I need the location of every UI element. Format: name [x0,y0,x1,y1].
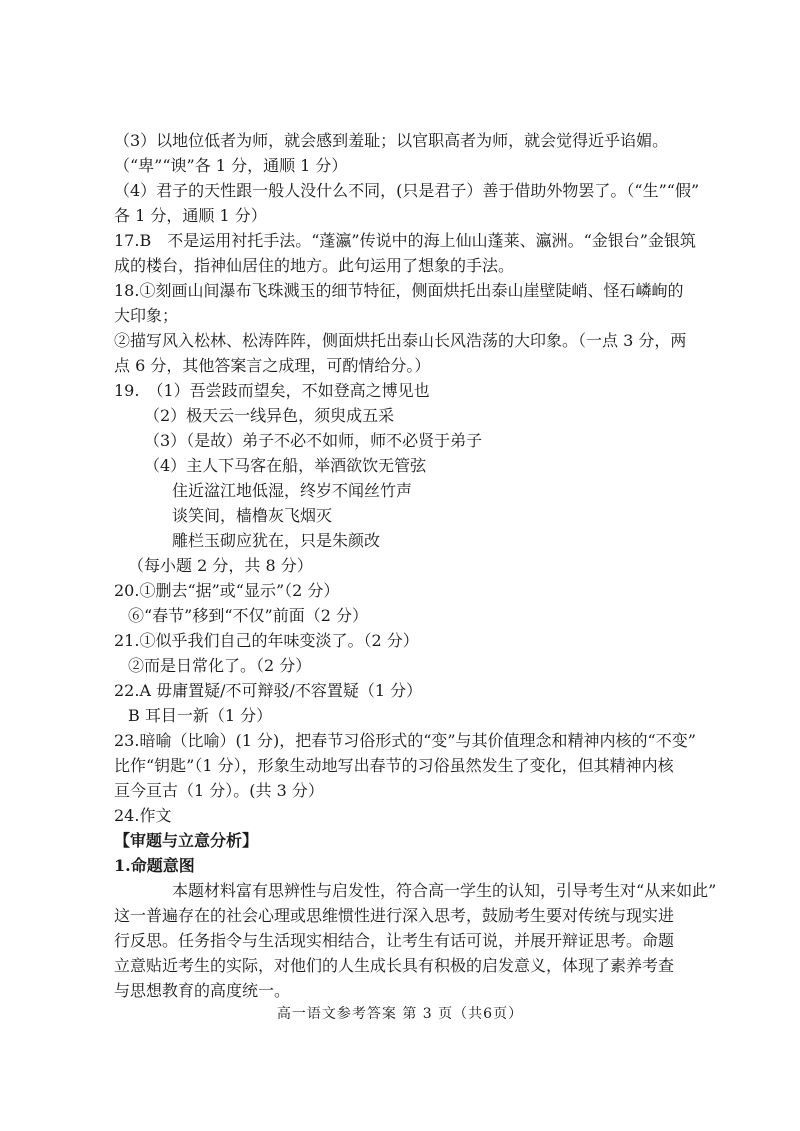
q17-line: 成的楼台，指神仙居住的地方。此句运用了想象的手法。 [114,256,515,275]
q22-item-a: 22.A 毋庸置疑/不可辩驳/不容置疑（1 分） [114,681,423,700]
q18-line: 大印象； [114,306,179,325]
q16-3-score: （“卑”“谀”各 1 分，通顺 1 分） [114,156,348,175]
q23-line: 比作“钥匙”（1 分），形象生动地写出春节的习俗虽然发生了变化，但其精神内核 [114,756,674,775]
analysis-heading: 【审题与立意分析】 [114,831,259,850]
q23-line: 亘今亘古（1 分）。(共 3 分） [114,781,324,800]
q19-item-4-line: 雕栏玉砌应犹在，只是朱颜改 [172,531,381,550]
intent-paragraph-line: 这一普遍存在的社会心理或思维惯性进行深入思考，鼓励考生要对传统与现实进 [114,906,675,925]
q16-3-line: （3）以地位低者为师，就会感到羞耻；以官职高者为师，就会觉得近乎谄媚。 [114,131,669,150]
q19-item-4: （4）主人下马客在船，举酒欲饮无管弦 [144,456,427,475]
intent-paragraph-line: 行反思。任务指令与生活现实相结合，让考生有话可说，并展开辩证思考。命题 [114,931,675,950]
q21-item-1: 21.①似乎我们自己的年味变淡了。（2 分） [114,631,419,650]
q17-line: 17.B 不是运用衬托手法。“蓬瀛”传说中的海上仙山蓬莱、瀛洲。“金银台”金银筑 [114,231,696,250]
q23-line: 23.暗喻（比喻）(1 分)，把春节习俗形式的“变”与其价值理念和精神内核的“不变” [114,731,696,750]
intent-paragraph-line: 立意贴近考生的实际，对他们的人生成长具有积极的启发意义，体现了素养考查 [114,956,675,975]
q18-line: ②描写风入松林、松涛阵阵，侧面烘托出泰山长风浩荡的大印象。（一点 3 分，两 [114,331,687,350]
q19-item-4-line: 住近湓江地低湿，终岁不闻丝竹声 [172,481,413,500]
q20-item-1: 20.①删去“据”或“显示”（2 分） [114,581,340,600]
q19-item-1: 19. （1）吾尝跂而望矣，不如登高之博见也 [114,381,430,400]
q19-item-4-line: 谈笑间，樯橹灰飞烟灭 [172,506,333,525]
intent-paragraph-line: 与思想教育的高度统一。 [114,981,291,1000]
q22-item-b: B 耳目一新（1 分） [128,706,273,725]
q19-score: （每小题 2 分，共 8 分） [128,556,313,575]
q24-heading: 24.作文 [114,806,172,825]
q19-item-3: （3）（是故）弟子不必不如师，师不必贤于弟子 [144,431,483,450]
answer-content [114,128,717,1003]
q16-4-line: （4）君子的天性跟一般人没什么不同，(只是君子）善于借助外物罢了。（“生”“假” [114,181,700,200]
intent-paragraph-line: 本题材料富有思辨性与启发性，符合高一学生的认知，引导考生对“从来如此” [172,881,717,900]
q20-item-2: ⑥“春节”移到“不仅”前面（2 分） [128,606,368,625]
q16-4-score: 各 1 分，通顺 1 分） [114,206,267,225]
q18-line: 18.①刻画山间瀑布飞珠溅玉的细节特征，侧面烘托出泰山崖壁陡峭、怪石嶙峋的 [114,281,684,300]
q18-line: 点 6 分，其他答案言之成理，可酌情给分。） [114,356,431,375]
q21-item-2: ②而是日常化了。（2 分） [128,656,312,675]
q19-item-2: （2）极天云一线异色，须臾成五采 [144,406,395,425]
intent-heading: 1.命题意图 [114,856,195,875]
page-footer: 高一语文参考答案 第 3 页（共6页） [276,1006,524,1022]
